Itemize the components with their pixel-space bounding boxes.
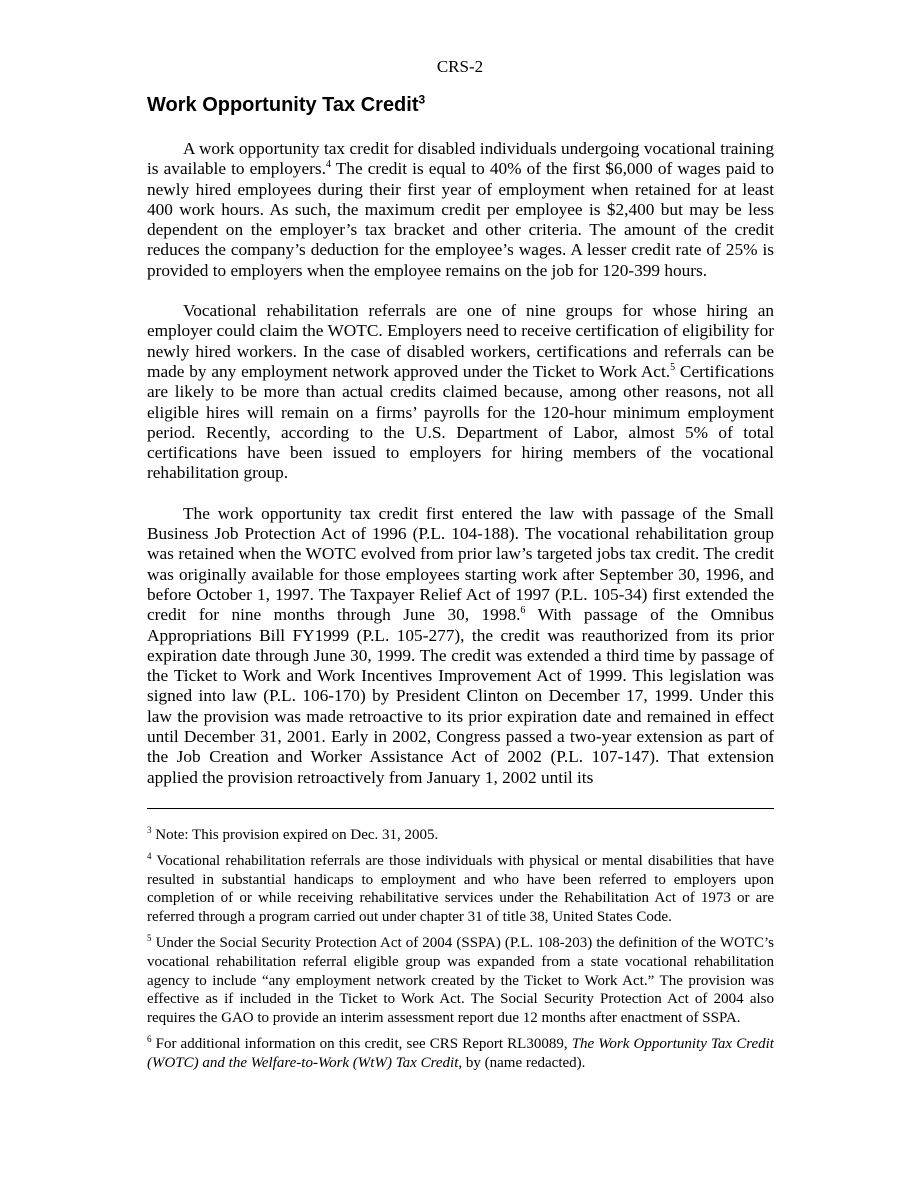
- footnote-ref-4[interactable]: 4: [325, 159, 331, 171]
- paragraph-1: A work opportunity tax credit for disabled individuals undergoing vocational training is available to employers.$^4$ The credit is equal to 40% of the first $6,000 of wages paid to newly hired employees during their first year of employment when retained for at least 400 work hours. As such, the maximum credit per employee is $2,400 but may be less dependent on the employer’s tax bracket and other criteria. The amount of the credit reduces the company’s deduction for the employee’s wages. A lesser credit rate of 25% is provided to employers when the employee remains on the job for 120-399 hours.: [147, 139, 774, 280]
- footnote-ref-6[interactable]: 6: [520, 605, 526, 617]
- footnote-divider: [147, 808, 774, 809]
- section-title: [147, 94, 425, 117]
- footnote-ref-3[interactable]: 3: [418, 92, 426, 107]
- footnote-3: $^3$ Note: This provision expired on Dec. 31, 2005.: [147, 825, 439, 843]
- paragraph-3: The work opportunity tax credit first entered the law with passage of the Small Business Job Protection Act of 1996 (P.L. 104-188). The vocational rehabilitation group was retained when the WOTC evolved from prior law’s targeted jobs tax credit. The credit was originally available for those employees starting work after September 30, 1996, and before October 1, 1997. The Taxpayer Relief Act of 1997 (P.L. 105-34) first extended the credit for nine months through June 30, 1998.$^6$ With passage of the Omnibus Appropriations Bill FY1999 (P.L. 105-277), the credit was reauthorized from its prior expiration date through June 30, 1999. The credit was extended a third time by passage of the Ticket to Work and Work Incentives Improvement Act of 1999. This legislation was signed into law (P.L. 106-170) by President Clinton on December 17, 1999. Under this law the provision was made retroactive to its prior expiration date and remained in effect until December 31, 2001. Early in 2002, Congress passed a two-year extension as part of the Job Creation and Worker Assistance Act of 2002 (P.L. 107-147). That extension applied the provision retroactively from January 1, 2002 until its: [147, 503, 774, 787]
- paragraph-2: Vocational rehabilitation referrals are one of nine groups for whose hiring an employer could claim the WOTC. Employers need to receive certification of eligibility for newly hired workers. In the case of disabled workers, certifications and referrals can be made by any employment network approved under the Ticket to Work Act.$^5$ Certifications are likely to be more than actual credits claimed because, among other reasons, not all eligible hires will remain on a firms’ payrolls for the 120-hour minimum employment period. Recently, according to the U.S. Department of Labor, almost 5% of total certifications have been issued to employers for hiring members of the vocational rehabilitation group.: [147, 301, 774, 483]
- footnote-ref-5[interactable]: 5: [670, 362, 676, 374]
- footnote-5: $^5$ Under the Social Security Protection Act of 2004 (SSPA) (P.L. 108-203) the definition of the WOTC’s vocational rehabilitation referral eligible group was expanded from a state vocational rehabilitation agency to include “any employment network created by the Ticket to Work Act.” The provision was effective as if included in the Ticket to Work Act. The Social Security Protection Act of 2004 also requires the GAO to provide an interim assessment report due 12 months after enactment of SSPA.: [147, 932, 774, 1027]
- report-title: The Work Opportunity Tax Credit (WOTC) and the Welfare-to-Work (WtW) Tax Credit: [147, 1035, 774, 1071]
- page-number-header: CRS-2: [436, 57, 484, 76]
- footnote-4: $^4$ Vocational rehabilitation referrals are those individuals with physical or mental disabilities that have resulted in substantial handicaps to employment and who have been referred to employers upon completion of or while receiving rehabilitative services under the Rehabilitation Act of 1973 or are referred through a program carried out under chapter 31 of title 38, United States Code.: [147, 850, 774, 926]
- footnotes: [147, 826, 774, 1080]
- body-text: [147, 139, 774, 788]
- section-title-text: Work Opportunity Tax Credit: [147, 94, 419, 116]
- footnote-6: $^6$ For additional information on this credit, see CRS Report RL30089, The Work Opportunity Tax Credit (WOTC) and the Welfare-to-Work (WtW) Tax Credit, by (name redacted).: [147, 1033, 774, 1071]
